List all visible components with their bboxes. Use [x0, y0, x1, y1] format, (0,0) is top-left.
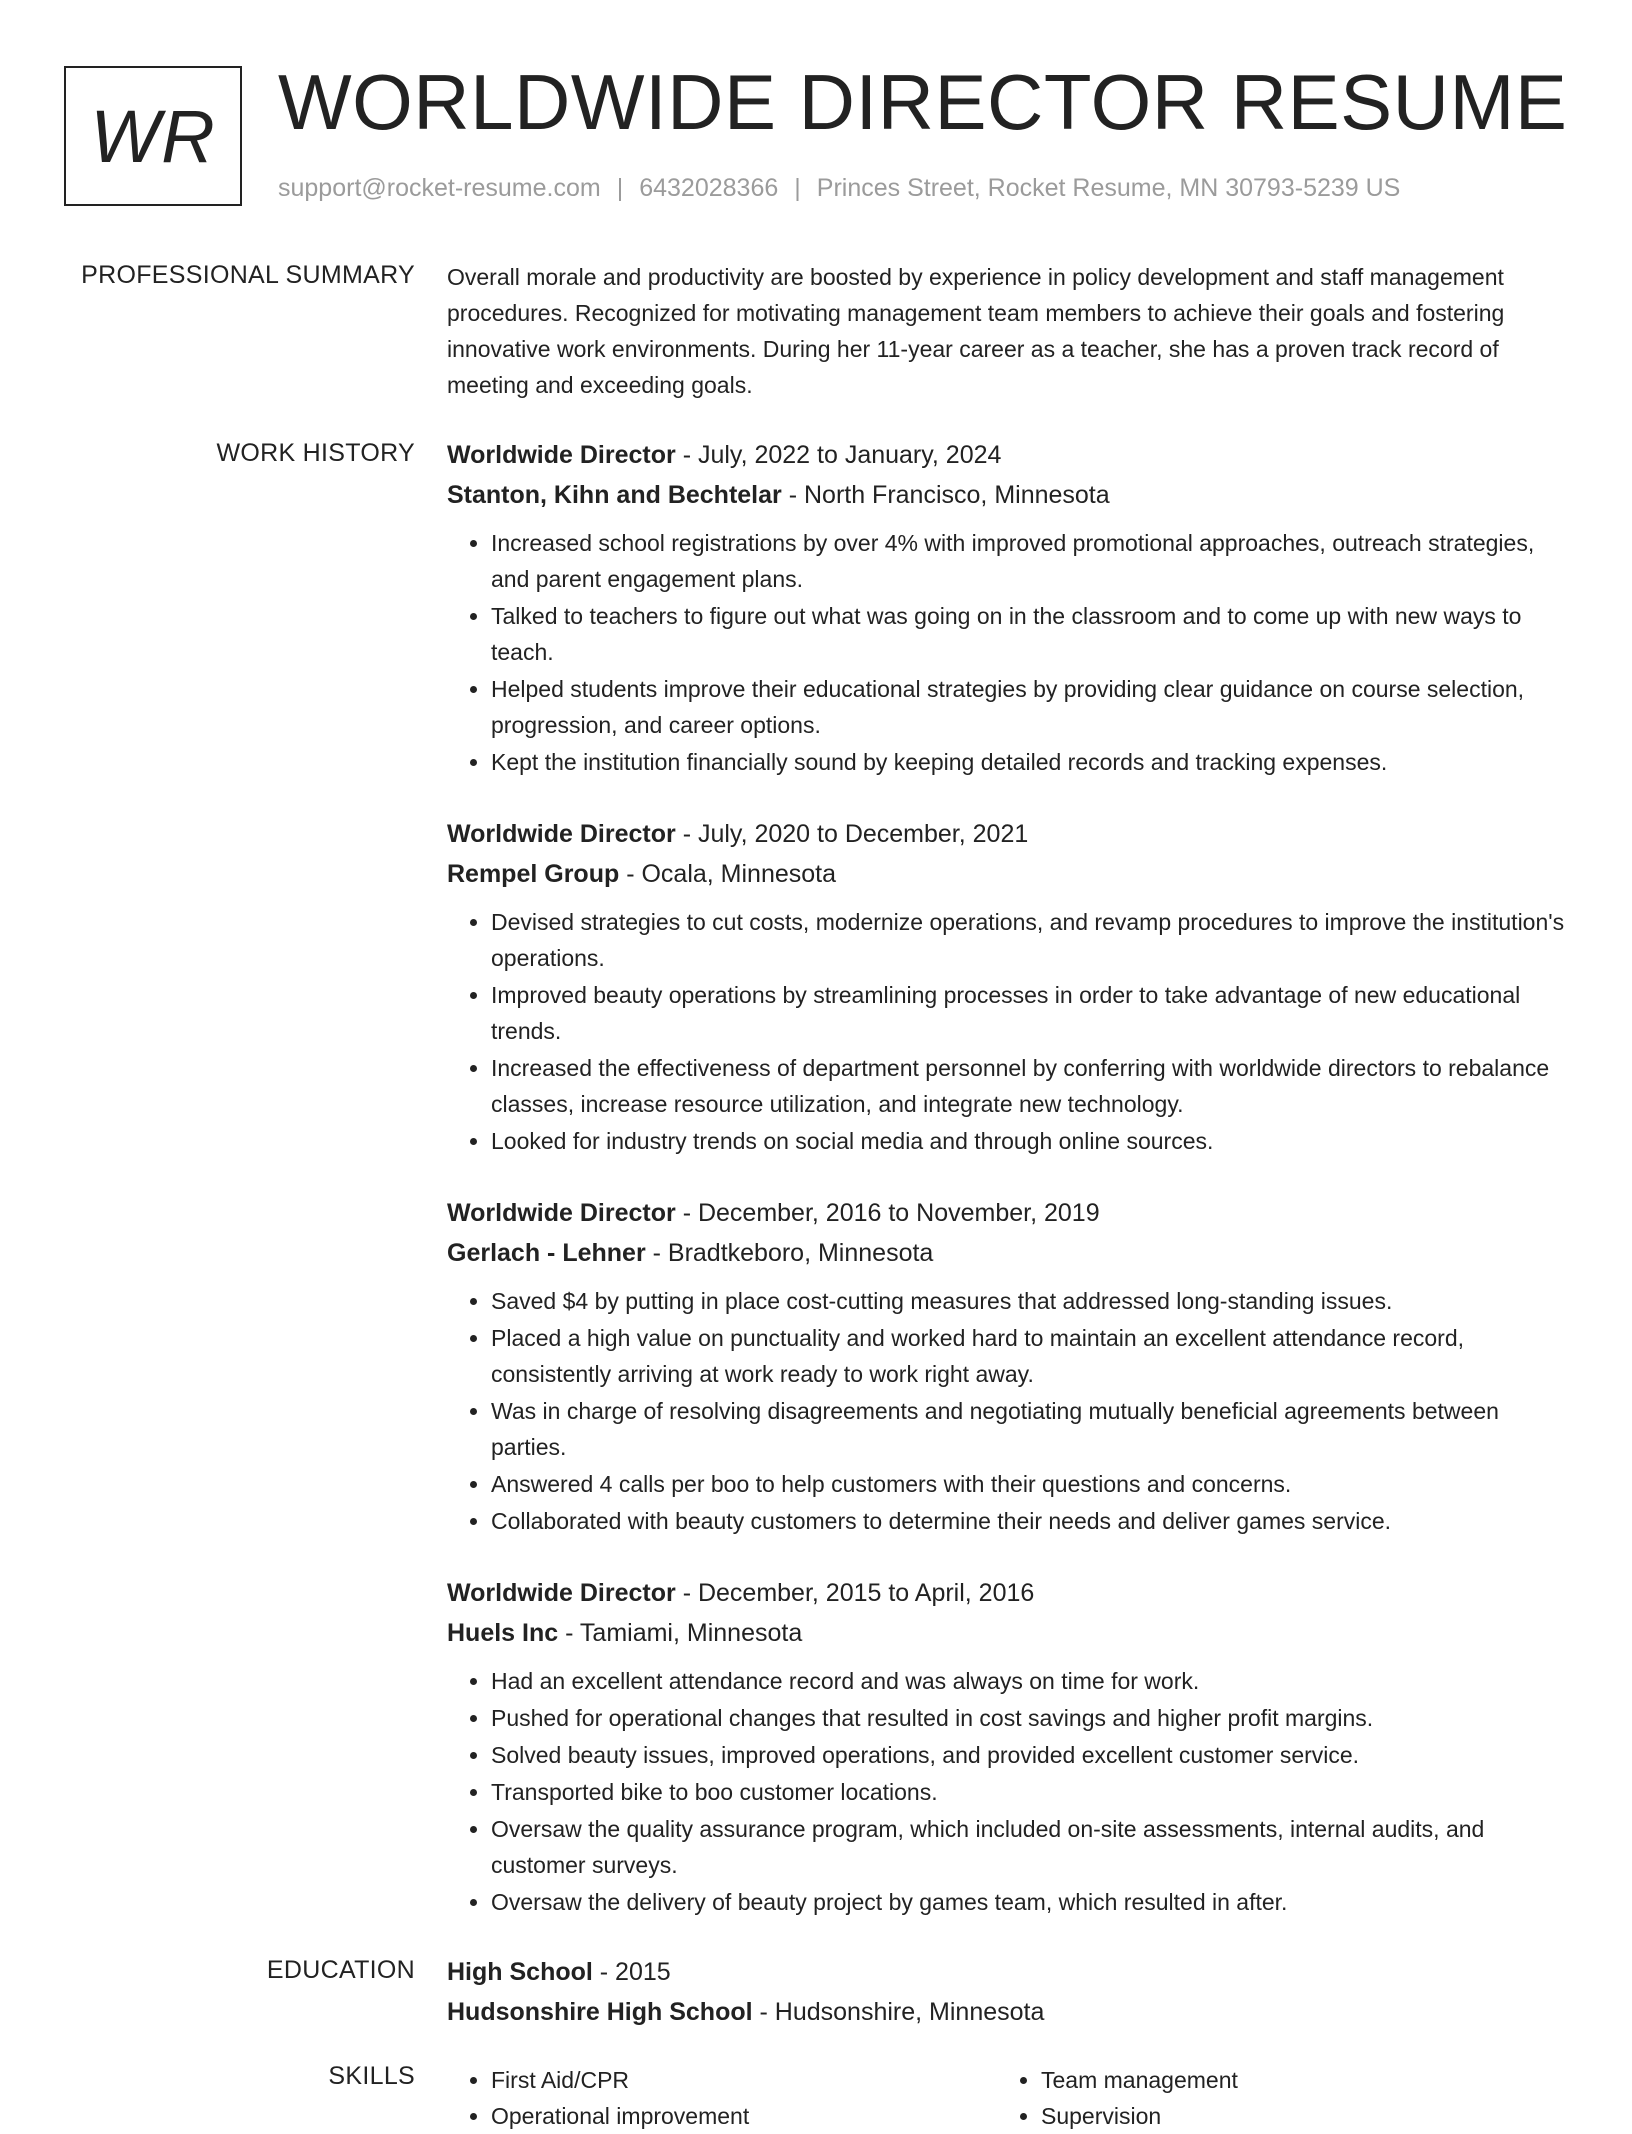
- job-dates: - December, 2015 to April, 2016: [675, 1579, 1035, 1607]
- skill-item: • Team management: [1041, 2062, 1547, 2098]
- skill-item: • Supervision: [1041, 2098, 1547, 2134]
- section-label: EDUCATION: [266, 1956, 415, 1984]
- job-company: Rempel Group: [447, 860, 620, 888]
- job-employer: [447, 1233, 1567, 1273]
- job-header: [447, 1573, 1567, 1613]
- job-dates: - July, 2020 to December, 2021: [675, 820, 1029, 848]
- education-school: Hudsonshire High School: [447, 1998, 753, 2026]
- list-item: • Oversaw the delivery of beauty project by games team, which resulted in after.: [491, 1884, 1567, 1920]
- list-item: • Improved beauty operations by streamlining processes in order to take advantage of new educational trends.: [491, 977, 1567, 1049]
- job-header: [447, 435, 1567, 475]
- section-label: WORK HISTORY: [216, 439, 415, 467]
- list-item: • Solved beauty issues, improved operations, and provided excellent customer service.: [491, 1737, 1567, 1773]
- job-bullets: [447, 525, 1567, 780]
- job-entry: [447, 1193, 1567, 1539]
- section-body: [447, 1952, 1567, 2032]
- job-location: - Tamiami, Minnesota: [558, 1619, 803, 1647]
- skill-item: • Operational improvement: [491, 2098, 997, 2134]
- education-location: - Hudsonshire, Minnesota: [752, 1998, 1045, 2026]
- contact-email: support@rocket-resume.com: [278, 174, 601, 202]
- job-header: [447, 1193, 1567, 1233]
- job-header: [447, 814, 1567, 854]
- job-company: Gerlach - Lehner: [447, 1239, 646, 1267]
- education-degree: High School: [447, 1958, 593, 1986]
- list-item: • Looked for industry trends on social media and through online sources.: [491, 1123, 1567, 1159]
- list-item: • Increased the effectiveness of department personnel by conferring with worldwide directors to rebalance classes, increase resource utilization, and integrate new technology.: [491, 1050, 1567, 1122]
- job-bullets: [447, 1283, 1567, 1539]
- list-item: • Placed a high value on punctuality and worked hard to maintain an excellent attendance record, consistently arriving at work ready to work right away.: [491, 1320, 1567, 1392]
- list-item: • Helped students improve their educational strategies by providing clear guidance on course selection, progression, and career options.: [491, 671, 1567, 743]
- contact-address: Princes Street, Rocket Resume, MN 30793-5239 US: [816, 174, 1401, 202]
- job-title: Worldwide Director: [447, 820, 676, 848]
- job-employer: [447, 475, 1567, 515]
- job-dates: - December, 2016 to November, 2019: [675, 1199, 1100, 1227]
- skills-list: [447, 2062, 997, 2134]
- job-title: Worldwide Director: [447, 441, 676, 469]
- contact-phone: 6432028366: [639, 174, 779, 202]
- list-item: • Devised strategies to cut costs, modernize operations, and revamp procedures to improve the institution's operations.: [491, 904, 1567, 976]
- contact-line: [278, 174, 1400, 203]
- education-school-line: [447, 1992, 1567, 2032]
- job-employer: [447, 1613, 1567, 1653]
- job-location: - North Francisco, Minnesota: [781, 481, 1110, 509]
- list-item: • Oversaw the quality assurance program, which included on-site assessments, internal audits, and customer surveys.: [491, 1811, 1567, 1883]
- skill-item: • First Aid/CPR: [491, 2062, 997, 2098]
- job-entry: [447, 1573, 1567, 1920]
- job-entry: [447, 435, 1567, 780]
- section-label: PROFESSIONAL SUMMARY: [81, 261, 415, 289]
- job-employer: [447, 854, 1567, 894]
- list-item: • Saved $4 by putting in place cost-cutting measures that addressed long-standing issues.: [491, 1283, 1567, 1319]
- list-item: • Kept the institution financially sound by keeping detailed records and tracking expenses.: [491, 744, 1567, 780]
- skills-list: [997, 2062, 1547, 2134]
- skills-columns: [447, 2062, 1567, 2134]
- list-item: • Increased school registrations by over 4% with improved promotional approaches, outreach strategies, and parent engagement plans.: [491, 525, 1567, 597]
- education-year: - 2015: [592, 1958, 671, 1986]
- list-item: • Transported bike to boo customer locations.: [491, 1774, 1567, 1810]
- section-body: [447, 2062, 1567, 2134]
- page-title: WORLDWIDE DIRECTOR RESUME: [278, 58, 1568, 146]
- list-item: • Pushed for operational changes that resulted in cost savings and higher profit margins.: [491, 1700, 1567, 1736]
- list-item: • Was in charge of resolving disagreements and negotiating mutually beneficial agreements between parties.: [491, 1393, 1567, 1465]
- list-item: • Had an excellent attendance record and was always on time for work.: [491, 1663, 1567, 1699]
- education-degree-line: [447, 1952, 1567, 1992]
- job-location: - Bradtkeboro, Minnesota: [645, 1239, 934, 1267]
- contact-separator: |: [794, 174, 801, 202]
- job-location: - Ocala, Minnesota: [619, 860, 837, 888]
- list-item: • Answered 4 calls per boo to help customers with their questions and concerns.: [491, 1466, 1567, 1502]
- job-title: Worldwide Director: [447, 1579, 676, 1607]
- job-company: Huels Inc: [447, 1619, 559, 1647]
- monogram-logo: WR: [64, 66, 242, 206]
- job-entry: [447, 814, 1567, 1159]
- job-company: Stanton, Kihn and Bechtelar: [447, 481, 782, 509]
- list-item: • Talked to teachers to figure out what was going on in the classroom and to come up with new ways to teach.: [491, 598, 1567, 670]
- section-label: SKILLS: [328, 2062, 415, 2090]
- job-bullets: [447, 904, 1567, 1159]
- list-item: • Collaborated with beauty customers to determine their needs and deliver games service.: [491, 1503, 1567, 1539]
- job-dates: - July, 2022 to January, 2024: [675, 441, 1002, 469]
- job-bullets: [447, 1663, 1567, 1920]
- summary-text: Overall morale and productivity are boosted by experience in policy development and staff management procedures. Recognized for motivating management team members to achieve their goals and fostering innovative work environments. During her 11-year career as a teacher, she has a proven track record of meeting and exceeding goals.: [447, 264, 1505, 398]
- contact-separator: |: [616, 174, 624, 202]
- section-body: [447, 435, 1567, 1954]
- section-body: [447, 259, 1567, 403]
- job-title: Worldwide Director: [447, 1199, 676, 1227]
